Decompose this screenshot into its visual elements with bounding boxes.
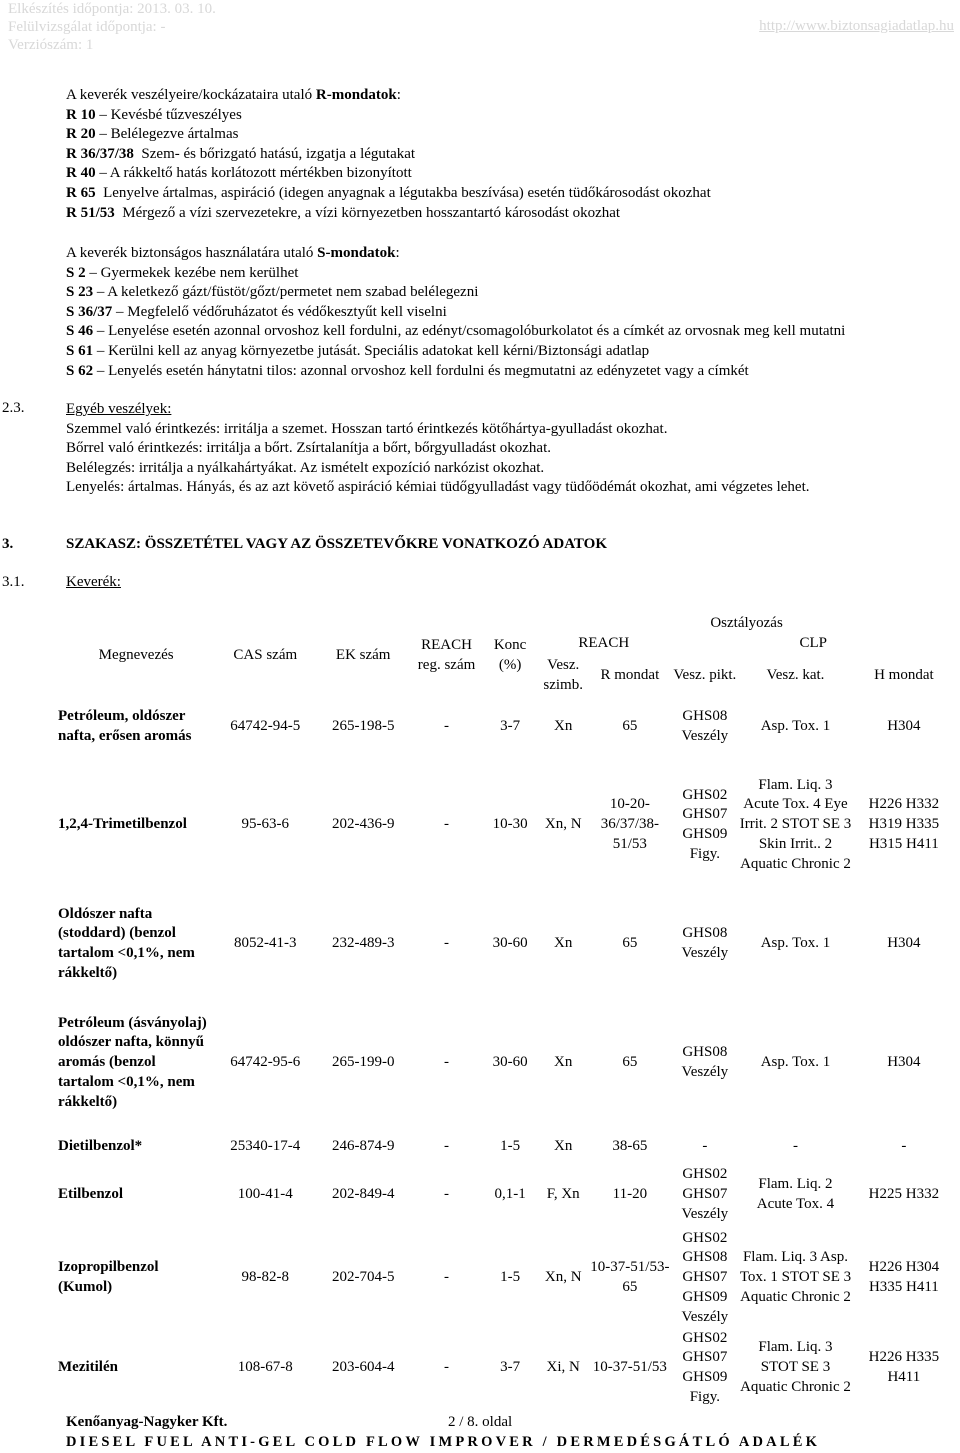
cell-h: H304 [887,1054,921,1071]
cell-kat: Flam. Liq. 3 STOT SE 3 Aquatic Chronic 2 [740,1339,851,1395]
cell-ek: 265-199-0 [331,1054,395,1071]
cell-r: 38-65 [612,1138,648,1155]
cell-h: H226 H335 H411 [868,1349,940,1385]
cell-ek: 202-849-4 [331,1186,395,1203]
cell-ek: 232-489-3 [331,935,395,952]
col-header-reach: REACH [578,635,630,652]
footer-product-name: DIESEL FUEL ANTI-GEL COLD FLOW IMPROVER / DERMEDÉSGÁTLÓ ADALÉK [66,1434,821,1450]
cell-konc: 1-5 [500,1269,521,1286]
cell-name: Mezitilén [58,1359,118,1376]
s-phrases-block [66,244,845,381]
cell-ek: 246-874-9 [331,1138,395,1155]
hazard-line: Bőrrel való érintkezés: irritálja a bőrt. Zsírtalanítja a bőrt, bőrgyulladást okozhat. [66,440,551,457]
table-row [58,698,956,756]
r-phrase-item: R 10 – Kevésbé tűzveszélyes [66,106,242,123]
r-phrases-title: A keverék veszélyeire/kockázataira utaló R-mondatok: [66,87,401,103]
col-header-name: Megnevezés [98,647,174,664]
table-row [58,994,956,1132]
section-3-title: SZAKASZ: ÖSSZETÉTEL VAGY AZ ÖSSZETEVŐKRE VONATKOZÓ ADATOK [66,536,607,552]
cell-h: H304 [887,935,921,952]
cell-name: Petróleum (ásványolaj) oldószer nafta, könnyű aromás (benzol tartalom <0,1%, nem rákkeltő) [58,1014,207,1110]
website-link[interactable]: http://www.biztonsagiadatlap.hu [759,18,954,34]
cell-ek: 265-198-5 [331,718,395,735]
cell-cas: 64742-94-5 [230,718,301,735]
s-phrase-item: S 46 – Lenyelése esetén azonnal orvoshoz kell fordulni, az edényt/csomagolóburkolatot és a címkét az orvosnak meg kell mutatni [66,323,846,340]
cell-pikt: - [702,1138,708,1155]
cell-reach: - [444,1269,450,1286]
cell-reach: - [444,1138,450,1155]
cell-konc: 3-7 [500,1359,521,1376]
section-3-number: 3. [2,536,14,552]
cell-kat: Asp. Tox. 1 [760,935,831,952]
col-header-vesz-pikt: Vesz. pikt. [673,667,737,684]
table-row [58,1228,956,1328]
col-header-h-mondat: H mondat [874,667,934,684]
col-header-osztalyozas: Osztályozás [710,615,783,632]
section-2-3-title: Egyéb veszélyek: [66,401,172,417]
cell-kat: Flam. Liq. 3 Asp. Tox. 1 STOT SE 3 Aquatic Chronic 2 [739,1249,852,1305]
cell-pikt: GHS02 GHS07 GHS09 Figy. [682,786,728,862]
cell-szimb: Xi, N [546,1359,580,1376]
cell-r: 65 [622,1054,638,1071]
cell-pikt: GHS02 GHS08 GHS07 GHS09 Veszély [681,1229,729,1325]
s-phrase-item: S 36/37 – Megfelelő védőruházatot és védőkesztyűt kell viselni [66,303,447,320]
col-header-vesz-szimb: Vesz. szimb. [543,657,583,693]
version-number: Verziószám: 1 [8,37,94,53]
cell-konc: 0,1-1 [494,1186,526,1203]
cell-kat: Asp. Tox. 1 [760,718,831,735]
cell-ek: 202-436-9 [331,816,395,833]
cell-kat: - [792,1138,798,1155]
s-phrase-item: S 2 – Gyermekek kezébe nem kerülhet [66,264,299,281]
cell-h: - [901,1138,907,1155]
cell-konc: 10-30 [492,816,528,833]
cell-pikt: GHS02 GHS07 GHS09 Figy. [682,1329,728,1405]
section-2-3-body [66,400,810,498]
created-date: Elkészítés időpontja: 2013. 03. 10. [8,1,216,17]
cell-szimb: Xn [554,718,573,735]
footer-page-number: 2 / 8. oldal [448,1414,513,1430]
cell-name: 1,2,4-Trimetilbenzol [58,816,187,833]
table-row [58,1132,956,1162]
table-header-row [58,614,956,634]
cell-konc: 3-7 [500,718,521,735]
cell-cas: 64742-95-6 [230,1054,301,1071]
r-phrase-item: R 20 – Belélegezve ártalmas [66,126,239,143]
col-header-ek: EK szám [335,647,391,664]
cell-r: 10-37-51/53 [592,1359,667,1376]
cell-cas: 8052-41-3 [234,935,297,952]
cell-cas: 98-82-8 [241,1269,290,1286]
cell-name: Dietilbenzol* [58,1138,143,1155]
cell-name: Izopropilbenzol (Kumol) [58,1259,159,1295]
s-phrases-title: A keverék biztonságos használatára utaló S-mondatok: [66,245,400,261]
cell-konc: 30-60 [492,935,528,952]
s-phrase-item: S 61 – Kerülni kell az anyag környezetbe jutását. Speciális adatokat kell kérni/Biztonsági adatlap [66,342,650,359]
cell-cas: 108-67-8 [237,1359,293,1376]
cell-pikt: GHS08 Veszély [681,1044,729,1080]
cell-h: H304 [887,718,921,735]
cell-kat: Flam. Liq. 2 Acute Tox. 4 [756,1176,835,1212]
cell-szimb: Xn, N [544,816,582,833]
table-row [58,1328,956,1408]
cell-r: 10-20-36/37/38-51/53 [600,796,660,852]
cell-r: 11-20 [612,1186,648,1203]
r-phrase-item: R 65 Lenyelve ártalmas, aspiráció (idegen anyagnak a légutakba beszívása) esetén tüdőkárosodást okozhat [66,184,711,201]
cell-h: H226 H332 H319 H335 H315 H411 [868,796,940,852]
cell-h: H226 H304 H335 H411 [868,1259,940,1295]
cell-reach: - [444,1186,450,1203]
col-header-reach-reg: REACH reg. szám [417,637,476,673]
s-phrase-item: S 23 – A keletkező gázt/füstöt/gőzt/permetet nem szabad belélegezni [66,284,479,301]
cell-reach: - [444,935,450,952]
section-3-1-number: 3.1. [2,574,25,590]
cell-kat: Flam. Liq. 3 Acute Tox. 4 Eye Irrit. 2 STOT SE 3 Skin Irrit.. 2 Aquatic Chronic 2 [739,776,852,872]
review-date: Felülvizsgálat időpontja: - [8,19,166,35]
cell-szimb: Xn [554,1138,573,1155]
composition-table [58,614,956,1408]
cell-kat: Asp. Tox. 1 [760,1054,831,1071]
cell-cas: 25340-17-4 [230,1138,301,1155]
cell-cas: 100-41-4 [237,1186,293,1203]
col-header-konc: Konc (%) [493,637,527,673]
cell-name: Petróleum, oldószer nafta, erősen aromás [58,708,192,744]
document-header [8,0,216,54]
cell-name: Oldószer nafta (stoddard) (benzol tartalom <0,1%, nem rákkeltő) [58,905,195,981]
table-row [58,1162,956,1228]
cell-reach: - [444,816,450,833]
table-row [58,894,956,994]
s-phrase-item: S 62 – Lenyelés esetén hánytatni tilos: azonnal orvoshoz kell fordulni és megmutatni az edényzetet vagy a címkét [66,362,749,379]
cell-szimb: F, Xn [546,1186,580,1203]
cell-pikt: GHS08 Veszély [681,925,729,961]
hazard-line: Lenyelés: ártalmas. Hányás, és az azt követő aspiráció kémiai tüdőgyulladást vagy tüdőödémát okozhat, ami végzetes lehet. [66,479,810,496]
cell-konc: 30-60 [492,1054,528,1071]
hazard-line: Belélegzés: irritálja a nyálkahártyákat. Az ismételt expozíció narkózist okozhat. [66,459,545,476]
cell-konc: 1-5 [500,1138,521,1155]
cell-reach: - [444,718,450,735]
cell-r: 65 [622,718,638,735]
cell-szimb: Xn [554,935,573,952]
cell-reach: - [444,1054,450,1071]
col-header-r-mondat: R mondat [600,667,660,684]
cell-pikt: GHS02 GHS07 Veszély [681,1166,729,1222]
col-header-clp: CLP [799,635,827,652]
hazard-line: Szemmel való érintkezés: irritálja a szemet. Hosszan tartó érintkezés kötőhártya-gyulladást okozhat. [66,420,668,437]
cell-h: H225 H332 [868,1186,940,1203]
cell-szimb: Xn [554,1054,573,1071]
r-phrases-block [66,86,711,223]
cell-cas: 95-63-6 [241,816,290,833]
footer-company: Kenőanyag-Nagyker Kft. [66,1414,228,1430]
cell-ek: 203-604-4 [331,1359,395,1376]
cell-name: Etilbenzol [58,1186,124,1203]
cell-ek: 202-704-5 [331,1269,395,1286]
col-header-cas: CAS szám [233,647,298,664]
section-3-1-title: Keverék: [66,574,121,590]
cell-reach: - [444,1359,450,1376]
cell-r: 65 [622,935,638,952]
col-header-vesz-kat: Vesz. kat. [766,667,825,684]
section-2-3-number: 2.3. [2,400,25,416]
r-phrase-item: R 36/37/38 Szem- és bőrizgató hatású, izgatja a légutakat [66,145,416,162]
r-phrase-item: R 40 – A rákkeltő hatás korlátozott mértékben bizonyított [66,165,412,182]
cell-szimb: Xn, N [544,1269,582,1286]
r-phrase-item: R 51/53 Mérgező a vízi szervezetekre, a vízi környezetben hosszantartó károsodást okozhat [66,204,621,221]
cell-pikt: GHS08 Veszély [681,708,729,744]
table-row [58,756,956,894]
cell-r: 10-37-51/53-65 [590,1259,670,1295]
